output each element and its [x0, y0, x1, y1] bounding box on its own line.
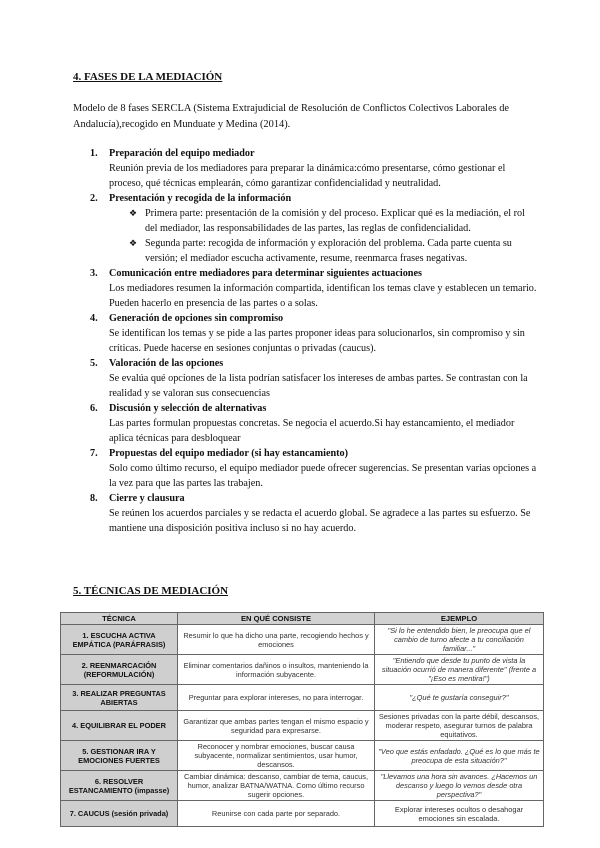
example-cell: Sesiones privadas con la parte débil, descansos, moderar respeto, asegurar turnos de palabra equitativos. — [375, 711, 544, 741]
phase-number: 5. — [90, 358, 98, 369]
phase-title: Comunicación entre mediadores para determinar siguientes actuaciones — [109, 268, 422, 279]
phase-item — [90, 146, 538, 191]
phase-number: 2. — [90, 193, 98, 204]
column-header: EN QUÉ CONSISTE — [178, 613, 375, 625]
section-heading-fases: 4. FASES DE LA MEDIACIÓN — [73, 71, 223, 83]
bullet-text: Segunda parte: recogida de información y exploración del problema. Cada parte cuenta su versión; el mediador escucha activamente, resume, reenmarca frases negativas. — [145, 238, 512, 264]
phase-body: Se reúnen los acuerdos parciales y se redacta el acuerdo global. Se agradece a las partes su esfuerzo. Se mantiene una disposición positiva incluso si no hay acuerdo. — [109, 508, 531, 534]
table-row — [61, 741, 544, 771]
technique-cell: 3. REALIZAR PREGUNTAS ABIERTAS — [61, 685, 178, 711]
diamond-bullet-icon: ❖ — [129, 208, 138, 218]
phase-title: Valoración de las opciones — [109, 358, 224, 369]
phase-title: Cierre y clausura — [109, 493, 185, 504]
table-row — [61, 685, 544, 711]
table-row — [61, 771, 544, 801]
column-header: EJEMPLO — [375, 613, 544, 625]
description-cell: Eliminar comentarios dañinos o insultos, manteniendo la información subyacente. — [178, 655, 375, 685]
description-cell: Reunirse con cada parte por separado. — [178, 801, 375, 827]
column-header: TÉCNICA — [61, 613, 178, 625]
example-cell: "Si lo he entendido bien, le preocupa que el cambio de turno afecte a tu conciliación familiar..." — [375, 625, 544, 655]
example-cell: "¿Qué te gustaría conseguir?" — [375, 685, 544, 711]
intro-paragraph: Modelo de 8 fases SERCLA (Sistema Extrajudicial de Resolución de Conflictos Colectivos Laborales de Andalucía),recogido en Munduate y Medina (2014). — [73, 103, 510, 130]
phase-number: 1. — [90, 148, 98, 159]
phase-item — [90, 401, 538, 446]
description-cell: Resumir lo que ha dicho una parte, recogiendo hechos y emociones — [178, 625, 375, 655]
technique-cell: 7. CAUCUS (sesión privada) — [61, 801, 178, 827]
phase-bullet — [109, 236, 538, 266]
description-cell: Garantizar que ambas partes tengan el mismo espacio y seguridad para expresarse. — [178, 711, 375, 741]
phase-item — [90, 356, 538, 401]
bullet-text: Primera parte: presentación de la comisión y del proceso. Explicar qué es la mediación, el rol del mediador, las responsabilidades de las partes, las reglas de confidencialidad. — [145, 208, 525, 234]
technique-cell: 1. ESCUCHA ACTIVA EMPÁTICA (PARÁFRASIS) — [61, 625, 178, 655]
table-row — [61, 625, 544, 655]
technique-cell: 2. REENMARCACIÓN (REFORMULACIÓN) — [61, 655, 178, 685]
technique-cell: 4. EQUILIBRAR EL PODER — [61, 711, 178, 741]
example-cell: "Veo que estás enfadado. ¿Qué es lo que más te preocupa de esta situación?" — [375, 741, 544, 771]
phase-body: Se evalúa qué opciones de la lista podrían satisfacer los intereses de ambas partes. Se contrastan con la realidad y se valoran sus consecuencias — [109, 373, 528, 399]
table-row — [61, 655, 544, 685]
phase-item — [90, 491, 538, 536]
phase-body: Las partes formulan propuestas concretas. Se negocia el acuerdo.Si hay estancamiento, el mediador aplica técnicas para desbloquear — [109, 418, 515, 444]
technique-cell: 5. GESTIONAR IRA Y EMOCIONES FUERTES — [61, 741, 178, 771]
table-header-row — [61, 613, 544, 625]
phase-number: 6. — [90, 403, 98, 414]
phase-item — [90, 311, 538, 356]
diamond-bullet-icon: ❖ — [129, 238, 138, 248]
phase-title: Generación de opciones sin compromiso — [109, 313, 284, 324]
phase-body: Los mediadores resumen la información compartida, identifican los temas clave y establecen un temario. Pueden hacerlo en presencia de las partes o a solas. — [109, 283, 537, 309]
description-cell: Reconocer y nombrar emociones, buscar causa subyacente, normalizar sentimientos, usar humor, descansos. — [178, 741, 375, 771]
phase-bullet — [109, 206, 538, 236]
section-heading-tecnicas: 5. TÉCNICAS DE MEDIACIÓN — [73, 585, 229, 597]
technique-cell: 6. RESOLVER ESTANCAMIENTO (impasse) — [61, 771, 178, 801]
phase-body: Reunión previa de los mediadores para preparar la dinámica:cómo presentarse, cómo gestionar el proceso, qué técnicas emplearán, cómo garantizar confidencialidad y neutralidad. — [109, 163, 506, 189]
phase-item — [90, 191, 538, 266]
example-cell: "Entiendo que desde tu punto de vista la situación ocurrió de manera diferente" (frente a "¡Eso es mentira!") — [375, 655, 544, 685]
phase-body: Se identifican los temas y se pide a las partes proponer ideas para solucionarlos, sin compromiso y sin críticas. Puede hacerse en sesiones conjuntas o privadas (caucus). — [109, 328, 525, 354]
example-cell: "Llevamos una hora sin avances. ¿Hacemos un descanso y luego lo vemos desde otra perspectiva?" — [375, 771, 544, 801]
table-row — [61, 801, 544, 827]
phase-number: 8. — [90, 493, 98, 504]
table-row — [61, 711, 544, 741]
phases-list — [90, 146, 538, 536]
phase-body: Solo como último recurso, el equipo mediador puede ofrecer sugerencias. Se presentan varias opciones a la vez para que las partes las trabajen. — [109, 463, 537, 489]
phase-title: Propuestas del equipo mediador (si hay estancamiento) — [109, 448, 349, 459]
phase-title: Preparación del equipo mediador — [109, 148, 255, 159]
phase-item — [90, 446, 538, 491]
phase-number: 4. — [90, 313, 98, 324]
techniques-table — [60, 612, 544, 827]
description-cell: Preguntar para explorar intereses, no para interrogar. — [178, 685, 375, 711]
phase-title: Discusión y selección de alternativas — [109, 403, 267, 414]
phase-number: 7. — [90, 448, 98, 459]
description-cell: Cambiar dinámica: descanso, cambiar de tema, caucus, humor, analizar BATNA/WATNA. Como último recurso sugerir opciones. — [178, 771, 375, 801]
phase-item — [90, 266, 538, 311]
example-cell: Explorar intereses ocultos o desahogar emociones sin escalada. — [375, 801, 544, 827]
phase-number: 3. — [90, 268, 98, 279]
phase-title: Presentación y recogida de la información — [109, 193, 292, 204]
